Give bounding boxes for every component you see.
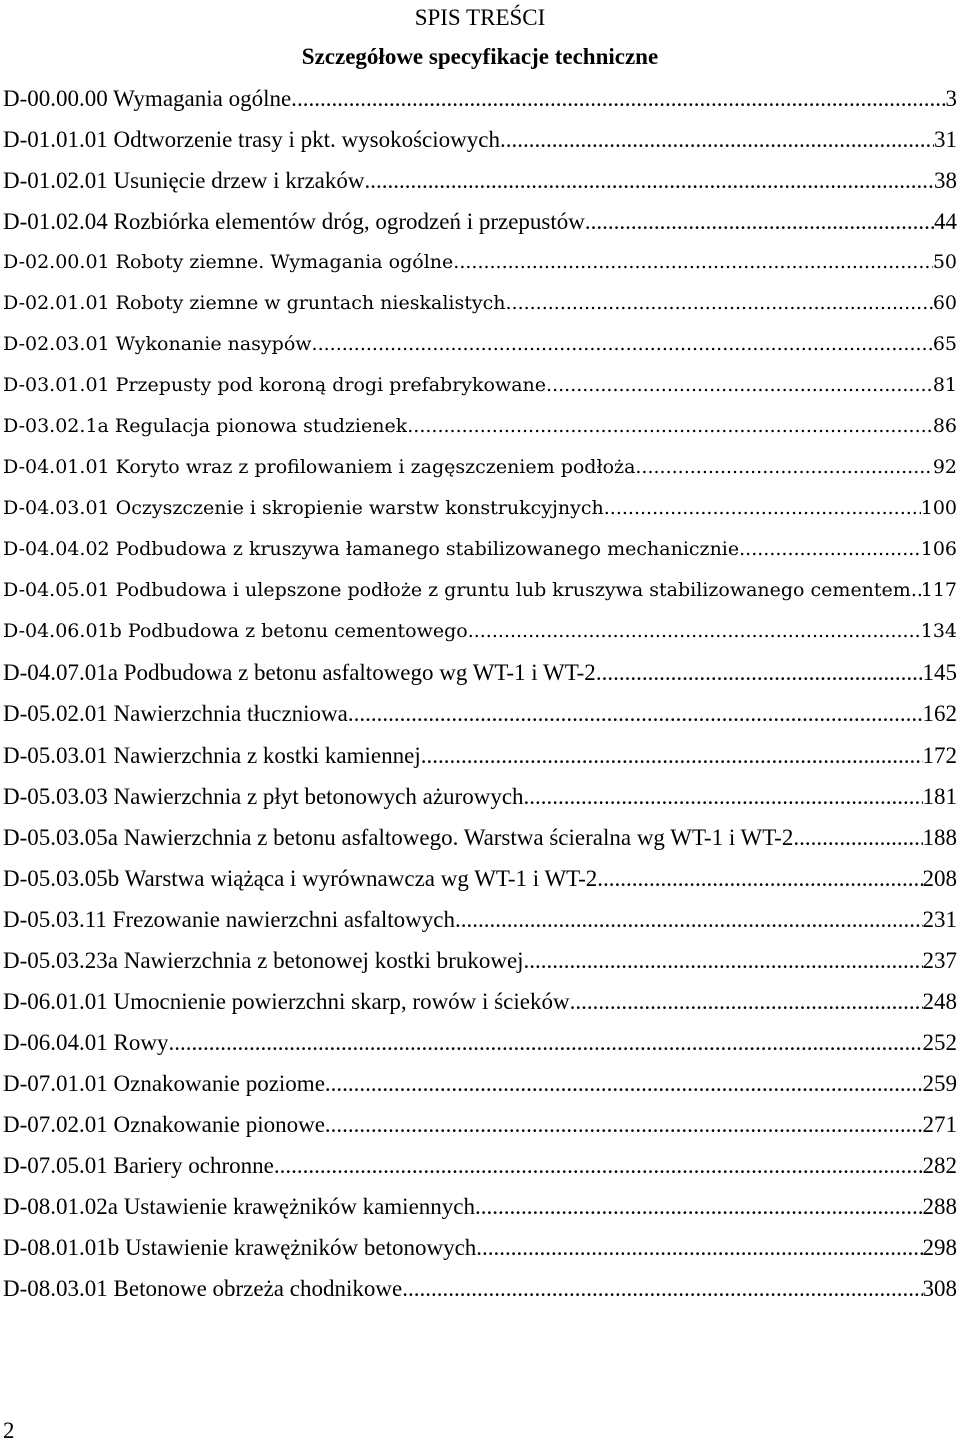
toc-entry-title: D-02.03.01 Wykonanie nasypów bbox=[3, 332, 312, 355]
toc-entry bbox=[3, 1063, 957, 1104]
dot-leader bbox=[793, 817, 922, 858]
dot-leader bbox=[407, 406, 933, 447]
toc-entry-page: 3 bbox=[945, 85, 957, 111]
toc-entry bbox=[3, 652, 957, 693]
toc-entry bbox=[3, 940, 957, 981]
dot-leader bbox=[325, 1104, 923, 1145]
toc-entry-page: 65 bbox=[932, 332, 957, 355]
toc-entry-page: 288 bbox=[922, 1194, 957, 1220]
toc-entry bbox=[3, 776, 957, 817]
toc-entry-title: D-00.00.00 Wymagania ogólne. bbox=[3, 85, 297, 111]
toc-entry-page: 188 bbox=[922, 824, 957, 850]
toc-entry-title: D-04.06.01b Podbudowa z betonu cementowego bbox=[3, 620, 468, 643]
toc-entry-page: 81 bbox=[932, 373, 957, 396]
toc-entry bbox=[3, 242, 957, 283]
toc-entry bbox=[3, 1268, 957, 1309]
toc-entry bbox=[3, 1145, 957, 1186]
toc-entry bbox=[3, 1104, 957, 1145]
dot-leader bbox=[453, 242, 933, 283]
toc-entry-page: 282 bbox=[922, 1153, 957, 1179]
toc-entry-page: 172 bbox=[922, 742, 957, 768]
toc-entry-title: D-04.01.01 Koryto wraz z profilowaniem i zagęszczeniem podłoża bbox=[3, 456, 636, 479]
dot-leader bbox=[597, 858, 922, 899]
dot-leader bbox=[739, 529, 921, 570]
toc-entry-title: D-04.03.01 Oczyszczenie i skropienie warstw konstrukcyjnych bbox=[3, 497, 604, 520]
toc-entry bbox=[3, 160, 957, 201]
toc-entry-title: D-02.00.01 Roboty ziemne. Wymagania ogólne bbox=[3, 250, 454, 273]
dot-leader bbox=[312, 324, 933, 365]
toc-entry-title: D-08.03.01 Betonowe obrzeża chodnikowe bbox=[3, 1276, 403, 1302]
toc-entry bbox=[3, 201, 957, 242]
toc-entry-title: D-04.05.01 Podbudowa i ulepszone podłoże z gruntu lub kruszywa stabilizowanego cementem. bbox=[3, 579, 917, 602]
toc-entry bbox=[3, 283, 957, 324]
toc-entry-title: D-06.04.01 Rowy bbox=[3, 1029, 169, 1055]
toc-entry-title: D-04.04.02 Podbudowa z kruszywa łamanego stabilizowanego mechanicznie bbox=[3, 538, 740, 561]
toc-entry-page: 308 bbox=[922, 1276, 957, 1302]
toc-entry-title: D-05.03.05b Warstwa wiążąca i wyrównawcza wg WT-1 i WT-2 bbox=[3, 865, 598, 891]
dot-leader bbox=[524, 776, 923, 817]
toc-entry bbox=[3, 693, 957, 734]
toc-entry-title: D-08.01.02a Ustawienie krawężników kamiennych bbox=[3, 1194, 475, 1220]
dot-leader bbox=[468, 611, 921, 652]
toc-entry bbox=[3, 406, 957, 447]
toc-entry-page: 38 bbox=[934, 167, 957, 193]
toc-entry-page: 44 bbox=[934, 208, 957, 234]
dot-leader bbox=[168, 1022, 922, 1063]
toc-entry bbox=[3, 735, 957, 776]
toc-entry-title: D-03.02.1a Regulacja pionowa studzienek bbox=[3, 415, 408, 437]
toc-entry-page: 106 bbox=[920, 538, 957, 561]
toc-entry-page: 181 bbox=[922, 783, 957, 809]
toc-entry bbox=[3, 899, 957, 940]
toc-entry-page: 259 bbox=[922, 1071, 957, 1096]
dot-leader bbox=[505, 283, 932, 324]
toc-entry-page: 86 bbox=[932, 415, 957, 437]
toc-entry-page: 271 bbox=[922, 1112, 957, 1138]
dot-leader bbox=[421, 735, 923, 776]
toc-entry-title: D-04.07.01a Podbudowa z betonu asfaltowego wg WT-1 i WT-2 bbox=[3, 660, 596, 686]
toc-entry-title: D-07.01.01 Oznakowanie poziome bbox=[3, 1071, 325, 1096]
toc-entry-title: D-01.01.01 Odtworzenie trasy i pkt. wysokościowych bbox=[3, 126, 500, 152]
toc-entry-page: 92 bbox=[932, 456, 957, 479]
dot-leader bbox=[635, 447, 932, 488]
dot-leader bbox=[402, 1268, 922, 1309]
toc-entry-title: D-08.01.01b Ustawienie krawężników betonowych bbox=[3, 1235, 477, 1261]
toc-entry bbox=[3, 1022, 957, 1063]
toc-entry-page: 60 bbox=[932, 291, 957, 314]
toc-entry-page: 134 bbox=[920, 620, 957, 643]
toc-entry-page: 145 bbox=[922, 660, 957, 686]
toc-entry-page: 100 bbox=[920, 497, 957, 520]
dot-leader bbox=[365, 160, 935, 201]
toc-entry bbox=[3, 817, 957, 858]
toc-entry bbox=[3, 119, 957, 160]
dot-leader bbox=[274, 1145, 923, 1186]
toc-entry bbox=[3, 1186, 957, 1227]
dot-leader bbox=[348, 693, 923, 734]
toc-entry-page: 162 bbox=[922, 701, 957, 727]
dot-leader bbox=[585, 201, 934, 242]
toc-entry bbox=[3, 365, 957, 406]
toc-entry-title: D-05.03.05a Nawierzchnia z betonu asfaltowego. Warstwa ścieralna wg WT-1 i WT-2 bbox=[3, 824, 794, 850]
toc-entry-title: D-05.03.23a Nawierzchnia z betonowej kostki brukowej bbox=[3, 947, 524, 973]
dot-leader bbox=[570, 981, 923, 1022]
dot-leader bbox=[524, 940, 923, 981]
toc-entry-title: D-05.03.01 Nawierzchnia z kostki kamiennej bbox=[3, 742, 421, 768]
toc-entry-title: D-01.02.01 Usunięcie drzew i krzaków bbox=[3, 167, 365, 193]
toc-entry-title: D-07.02.01 Oznakowanie pionowe bbox=[3, 1112, 325, 1138]
dot-leader bbox=[325, 1063, 923, 1104]
toc-entry-page: 298 bbox=[922, 1235, 957, 1261]
toc-entry-page: 208 bbox=[922, 865, 957, 891]
dot-leader bbox=[604, 488, 921, 529]
page-title: SPIS TREŚCI bbox=[414, 5, 546, 30]
toc-entry-title: D-03.01.01 Przepusty pod koroną drogi prefabrykowane bbox=[3, 373, 547, 396]
page-number: 2 bbox=[3, 1418, 15, 1443]
toc-entry bbox=[3, 858, 957, 899]
toc-entry-page: 231 bbox=[922, 906, 957, 932]
toc-entry bbox=[3, 324, 957, 365]
toc-entry bbox=[3, 611, 957, 652]
dot-leader bbox=[596, 652, 923, 693]
dot-leader bbox=[500, 119, 934, 160]
toc-entry-title: D-05.03.11 Frezowanie nawierzchni asfaltowych bbox=[3, 906, 455, 932]
toc-entry bbox=[3, 529, 957, 570]
toc-entry-title: D-01.02.04 Rozbiórka elementów dróg, ogrodzeń i przepustów bbox=[3, 208, 585, 234]
toc-entry-page: 31 bbox=[934, 126, 957, 152]
dot-leader bbox=[476, 1227, 922, 1268]
toc-entry-page: 248 bbox=[922, 988, 957, 1014]
table-of-contents bbox=[3, 78, 957, 1310]
toc-entry-title: D-07.05.01 Bariery ochronne bbox=[3, 1153, 274, 1179]
toc-entry-title: D-05.03.03 Nawierzchnia z płyt betonowych ażurowych bbox=[3, 783, 524, 809]
toc-entry-page: 252 bbox=[922, 1029, 957, 1055]
toc-entry-page: 237 bbox=[922, 947, 957, 973]
dot-leader bbox=[455, 899, 923, 940]
toc-entry-title: D-06.01.01 Umocnienie powierzchni skarp, rowów i ścieków bbox=[3, 988, 570, 1014]
toc-entry-title: D-02.01.01 Roboty ziemne w gruntach nieskalistych bbox=[3, 291, 506, 314]
toc-entry bbox=[3, 78, 957, 119]
toc-entry bbox=[3, 981, 957, 1022]
toc-entry-title: D-05.02.01 Nawierzchnia tłuczniowa bbox=[3, 701, 348, 727]
toc-entry bbox=[3, 570, 957, 611]
dot-leader bbox=[297, 78, 946, 119]
page-subtitle: Szczegółowe specyfikacje techniczne bbox=[301, 44, 659, 69]
toc-entry bbox=[3, 447, 957, 488]
toc-entry-page: 117 bbox=[920, 579, 957, 602]
dot-leader bbox=[475, 1186, 923, 1227]
toc-entry bbox=[3, 488, 957, 529]
dot-leader bbox=[546, 365, 933, 406]
toc-entry bbox=[3, 1227, 957, 1268]
toc-entry-page: 50 bbox=[932, 250, 957, 273]
